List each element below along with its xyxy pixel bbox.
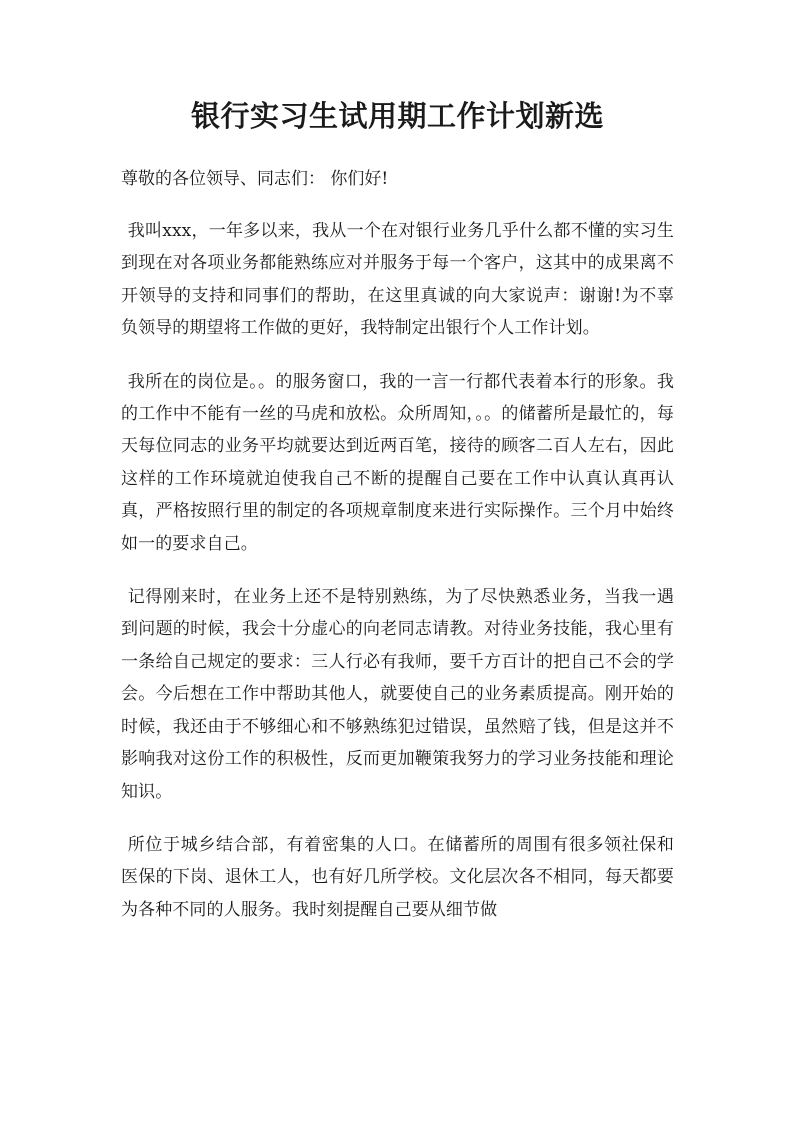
body-paragraph-1: 我叫xxx，一年多以来，我从一个在对银行业务几乎什么都不懂的实习生到现在对各项业务都能熟练应对并服务于每一个客户，这其中的成果离不开领导的支持和同事们的帮助，在这里真诚的向大家说声：谢谢!为不辜负领导的期望将工作做的更好，我特制定出银行个人工作计划。 — [121, 221, 674, 339]
greeting-line: 尊敬的各位领导、同志们： 你们好! — [121, 169, 389, 189]
body-paragraph-4: 所位于城乡结合部，有着密集的人口。在储蓄所的周围有很多领社保和医保的下岗、退休工人，也有好几所学校。文化层次各不相同，每天都要为各种不同的人服务。我时刻提醒自己要从细节做 — [121, 834, 674, 920]
body-paragraph-3: 记得刚来时，在业务上还不是特别熟练，为了尽快熟悉业务，当我一遇到问题的时候，我会十分虚心的向老同志请教。对待业务技能，我心里有一条给自己规定的要求：三人行必有我师，要千方百计的把自己不会的学会。今后想在工作中帮助其他人，就要使自己的业务素质提高。刚开始的时候，我还由于不够细心和不够熟练犯过错误，虽然赔了钱，但是这并不影响我对这份工作的积极性，反而更加鞭策我努力的学习业务技能和理论知识。 — [121, 587, 674, 802]
document-page — [121, 96, 674, 926]
document-title: 银行实习生试用期工作计划新选 — [190, 99, 604, 133]
body-paragraph-2: 我所在的岗位是。。的服务窗口，我的一言一行都代表着本行的形象。我的工作中不能有一丝的马虎和放松。众所周知，。。的储蓄所是最忙的，每天每位同志的业务平均就要达到近两百笔，接待的顾客二百人左右，因此这样的工作环境就迫使我自己不断的提醒自己要在工作中认真认真再认真，严格按照行里的制定的各项规章制度来进行实际操作。三个月中始终如一的要求自己。 — [121, 371, 674, 554]
